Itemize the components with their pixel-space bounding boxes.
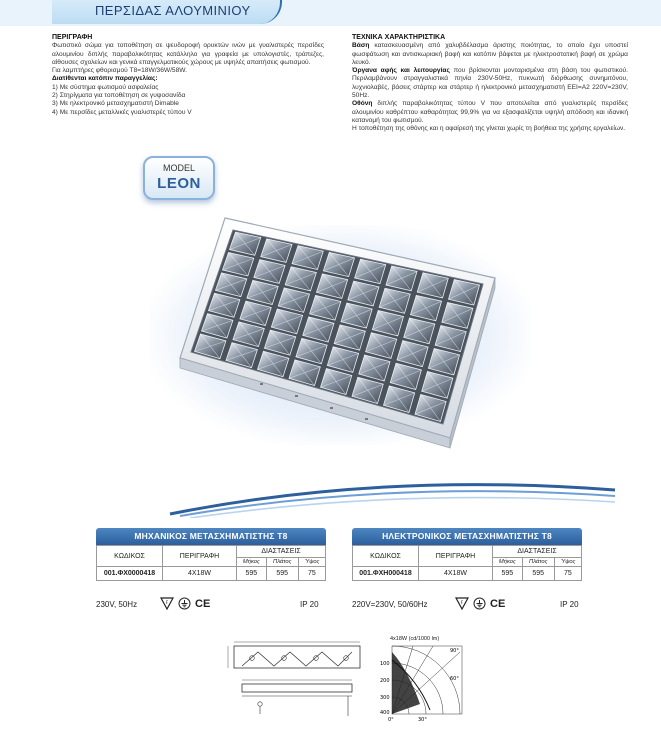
cell-width: 595 [522,567,554,581]
option-item: 1) Με σύστημα φωτισμού ασφαλείας [52,83,159,91]
description-heading: ΠΕΡΙΓΡΑΦΗ [52,34,93,41]
earth-ground-icon [178,597,191,610]
polar-caption: 4x18W (cd/1000 lm) [390,636,440,642]
dim-height-header: Ύψος [298,558,325,567]
option-item: 3) Με ηλεκτρονικό μετασχηματιστή Dimable [52,100,179,108]
enec-triangle-icon [455,597,469,610]
earth-ground-icon [473,597,486,610]
badge-model-label: MODEL [162,163,195,173]
dim-width-header: Πλάτος [266,558,298,567]
base-label: Βάση [352,42,370,50]
polar-chart [378,640,468,722]
base-paragraph [352,42,628,67]
decorative-swoosh [160,478,620,518]
ce-mark-icon: CE [490,597,506,610]
technical-heading: ΤΕΧΝΙΚΑ ΧΑΡΑΚΤΗΡΙΣΤΙΚΑ [352,34,446,41]
ip-rating: IP 20 [560,600,579,609]
table-row [97,567,326,581]
description-body: Φωτιστικό σώμα για τοποθέτηση σε ψευδοροφή ορυκτών ινών με γυαλιστερές περσίδες αλουμινίου διπλής παραβολικότητας κατάλληλο για γραφεία με υπολογιστές, τράπεζες, αίθουσες σχολείων και γενικά επαγγελματικούς χώρους με υψηλές απαιτήσεις φωτισμού. [52,42,324,66]
polar-angle-label: 90° [450,648,459,654]
spec-table [96,545,326,581]
technical-column [352,34,628,134]
luminaire-illustration [165,208,505,453]
gear-text: που βρίσκονται μονταρισμένα στη βάση του φωτιστικού. Περιλαμβάνουν στραγγαλιστικά πηνία 230V-50Hz, πυκνωτή διόρθωσης συνημιτόνου, λυχνιολαβές, βάσεις στάρτερ και στάρτερ ή ηλεκτρονικό μετασχηματιστή ΕΕΙ=Α2 220V=230V, 50Hz. [352,67,628,100]
option-item: 2) Στηρίγματα για τοποθέτηση σε γυψοσανίδα [52,92,186,100]
polar-angle-label: 30° [418,717,427,722]
dim-height-header: Ύψος [554,558,581,567]
screen-note: Η τοποθέτηση της οθόνης και η αφαίρεσή της γίνεται χωρίς τη βοήθεια της χρήσης εργαλείων. [352,125,626,133]
dim-length-header: Μήκος [493,558,523,567]
col-dims-header: ΔΙΑΣΤΑΣΕΙΣ [237,546,326,558]
technical-drawing [222,634,372,720]
model-badge [143,156,215,200]
page-title: ΠΕΡΣΙΔΑΣ ΑΛΟΥΜΙΝΙΟΥ [95,3,251,18]
cell-height: 75 [554,567,581,581]
enec-triangle-icon [160,597,174,610]
spec-table [352,545,582,581]
polar-radial-label: 100 [380,661,390,667]
base-text: κατασκευασμένη από χαλυβδέλασμα άριστης ποιότητας, το οποίο έχει υποστεί φωσφάτωση και αντισκωριακή βαφή και κατόπιν βάφεται με ηλεκτροστατική βαφή σε χρώμα λευκό. [352,42,628,66]
luminaire-image [165,208,505,453]
cell-desc: 4X18W [163,567,237,581]
polar-angle-label: 0° [388,717,394,722]
col-code-header: ΚΩΔΙΚΟΣ [97,546,163,567]
electronic-ballast-table [352,528,582,581]
table-title: ΜΗΧΑΝΙΚΟΣ ΜΕΤΑΣΧΗΜΑΤΙΣΤΗΣ T8 [96,528,326,545]
certification-marks [160,597,210,610]
certification-marks [455,597,505,610]
cell-width: 595 [266,567,298,581]
cell-code: 001.ΦΧ0000418 [97,567,163,581]
table-row [353,567,582,581]
description-column [52,34,324,117]
col-dims-header: ΔΙΑΣΤΑΣΕΙΣ [493,546,582,558]
table-title: ΗΛΕΚΤΡΟΝΙΚΟΣ ΜΕΤΑΣΧΗΜΑΤΙΣΤΗΣ T8 [352,528,582,545]
polar-radial-label: 200 [380,678,390,684]
col-code-header: ΚΩΔΙΚΟΣ [353,546,419,567]
ce-mark-icon: CE [195,597,211,610]
gear-paragraph [352,67,628,100]
lamp-note: Για λαμπτήρες φθορισμού T8=18W/36W/58W. [52,67,187,75]
screen-paragraph [352,100,628,125]
voltage-label: 220V=230V, 50/60Hz [352,600,428,609]
voltage-label: 230V, 50Hz [96,600,138,609]
col-desc-header: ΠΕΡΙΓΡΑΦΗ [163,546,237,567]
ip-rating: IP 20 [300,600,319,609]
mechanical-ballast-table [96,528,326,581]
svg-text:F: F [165,600,169,605]
svg-text:F: F [460,600,464,605]
cell-length: 595 [237,567,267,581]
polar-radial-label: 400 [380,710,390,716]
polar-radial-label: 300 [380,695,390,701]
cell-code: 001.ΦΧΗ000418 [353,567,419,581]
options-heading: Διατίθενται κατόπιν παραγγελίας: [52,75,158,83]
screen-text: διπλής παραβολικότητας τύπου V που αποτελείται από γυαλιστερές περσίδες αλουμινίου καθρέπτου καθαρότητας 99,9% για να εξασφαλίζεται υψηλή απόδοση και ιδανική κατανομή του φωτισμού. [352,100,628,124]
badge-model-name: LEON [157,175,201,192]
screen-label: Οθόνη [352,100,373,108]
cell-height: 75 [298,567,325,581]
dim-width-header: Πλάτος [522,558,554,567]
gear-label: Όργανα αφής και λειτουργίας [352,67,450,75]
dim-length-header: Μήκος [237,558,267,567]
cell-length: 595 [493,567,523,581]
option-item: 4) Με περσίδες μεταλλικές γυαλιστερές τύπου V [52,108,192,116]
col-desc-header: ΠΕΡΙΓΡΑΦΗ [419,546,493,567]
polar-light-diagram [378,636,468,722]
cell-desc: 4X18W [419,567,493,581]
polar-angle-label: 60° [450,676,459,682]
